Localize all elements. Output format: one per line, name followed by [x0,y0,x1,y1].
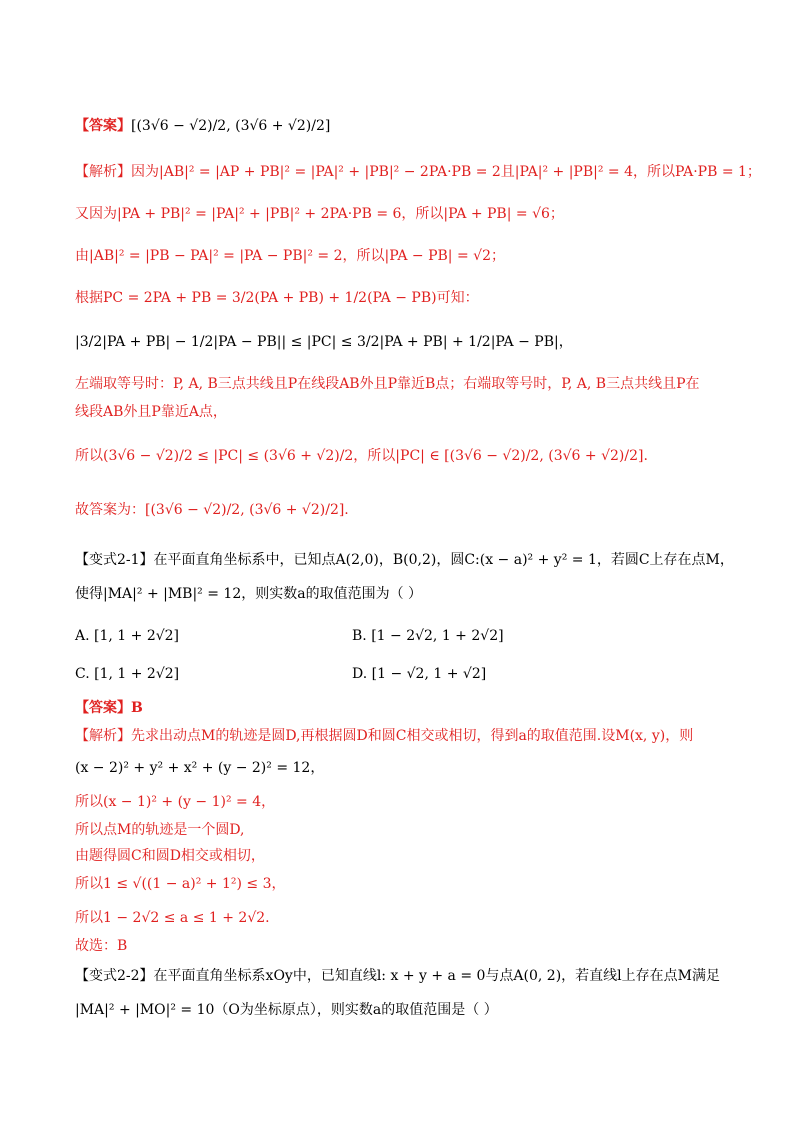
analysis-line-6: 左端取等号时：P, A, B三点共线且P在线段AB外且P靠近B点；右端取等号时，P, A, B三点共线且P在 [75,376,700,392]
analysis-line-1: 【解析】因为|AB|² = |AP + PB|² = |PA|² + |PB|² − 2PA·PB = 2且|PA|² + |PB|² = 4，所以PA·PB = 1； [75,164,761,180]
analysis-2-1-line-6: 所以1 ≤ √((1 − a)² + 1²) ≤ 3， [75,876,286,892]
analysis-line-7: 线段AB外且P靠近A点， [75,404,227,420]
analysis-2-1-line-1: 【解析】先求出动点M的轨迹是圆D,再根据圆D和圆C相交或相切，得到a的取值范围.设M(x, y)，则 [75,728,694,744]
option-a[interactable]: A. [1, 1 + 2√2] [75,628,180,644]
question-2-1-line-1: 【变式2-1】在平面直角坐标系中，已知点A(2,0)，B(0,2)，圆C:(x − a)² + y² = 1，若圆C上存在点M， [75,552,734,568]
analysis-2-1-line-3: 所以(x − 1)² + (y − 1)² = 4， [75,794,276,810]
option-d[interactable]: D. [1 − √2, 1 + √2] [352,666,487,682]
analysis-2-1-line-8: 故选：B [75,938,128,954]
analysis-2-1-line-2: (x − 2)² + y² + x² + (y − 2)² = 12， [75,760,325,776]
analysis-line-5: |3/2|PA + PB| − 1/2|PA − PB|| ≤ |PC| ≤ 3/2|PA + PB| + 1/2|PA − PB|， [75,334,573,350]
answer-2-1: 【答案】B [75,700,143,716]
analysis-line-3: 由|AB|² = |PB − PA|² = |PA − PB|² = 2，所以|PA − PB| = √2； [75,248,505,264]
analysis-line-8: 所以(3√6 − √2)/2 ≤ |PC| ≤ (3√6 + √2)/2，所以|PC| ∈ [(3√6 − √2)/2, (3√6 + √2)/2]. [75,448,648,464]
question-2-2-line-2: |MA|² + |MO|² = 10（O为坐标原点），则实数a的取值范围是（ ） [75,1002,498,1018]
answer-label: 【答案】 [75,118,131,134]
option-c[interactable]: C. [1, 1 + 2√2] [75,666,180,682]
analysis-line-4: 根据PC = 2PA + PB = 3/2(PA + PB) + 1/2(PA − PB)可知： [75,290,479,306]
analysis-2-1-line-5: 由题得圆C和圆D相交或相切， [75,848,265,864]
analysis-2-1-line-4: 所以点M的轨迹是一个圆D, [75,822,245,838]
option-b[interactable]: B. [1 − 2√2, 1 + 2√2] [352,628,504,644]
question-2-2-line-1: 【变式2-2】在平面直角坐标系xOy中，已知直线l: x + y + a = 0与点A(0, 2)，若直线l上存在点M满足 [75,968,720,984]
analysis-line-9: 故答案为：[(3√6 − √2)/2, (3√6 + √2)/2]. [75,502,349,518]
answer-value: [(3√6 − √2)/2, (3√6 + √2)/2] [131,118,331,134]
question-2-1-line-2: 使得|MA|² + |MB|² = 12，则实数a的取值范围为（ ） [75,586,423,602]
analysis-2-1-line-7: 所以1 − 2√2 ≤ a ≤ 1 + 2√2. [75,910,270,926]
answer-line-1 [75,116,740,136]
analysis-line-2: 又因为|PA + PB|² = |PA|² + |PB|² + 2PA·PB = 6，所以|PA + PB| = √6； [75,206,564,222]
